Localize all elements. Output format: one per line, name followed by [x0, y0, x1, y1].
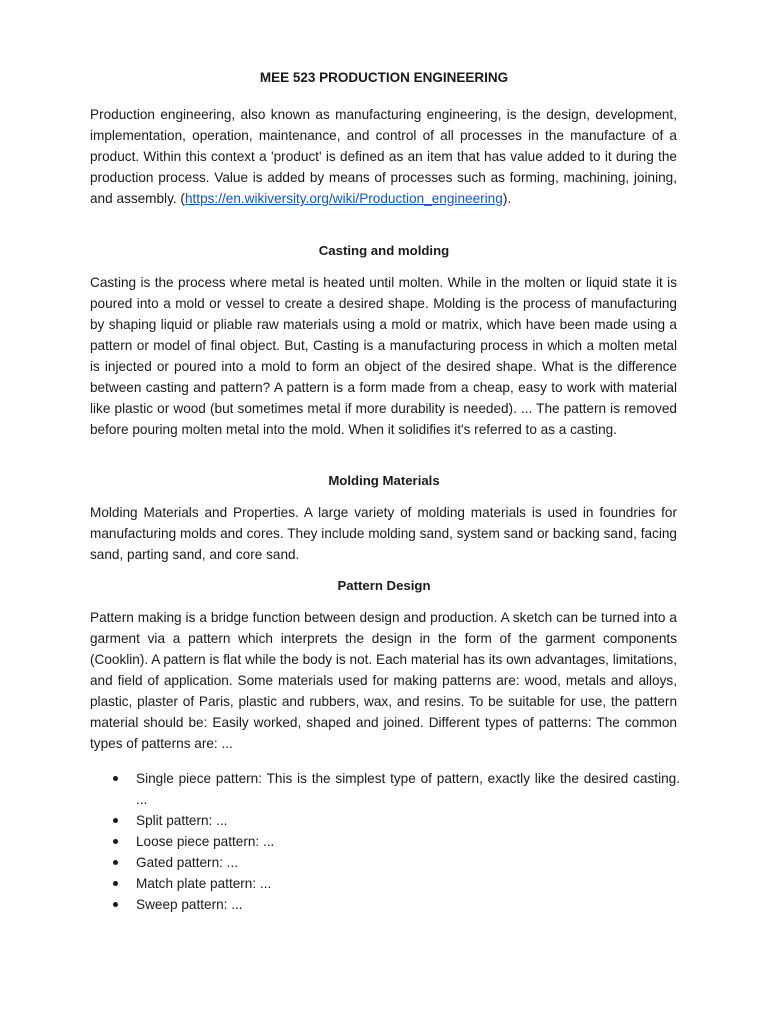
intro-paragraph [90, 104, 677, 209]
intro-suffix: ). [502, 191, 512, 206]
wikiversity-link[interactable]: https://en.wikiversity.org/wiki/Production_engineering [184, 191, 503, 206]
bullet-icon [113, 839, 118, 844]
list-item-text: Single piece pattern: This is the simplest type of pattern, exactly like the desired casting. ... [136, 771, 680, 807]
section-text-casting: Casting is the process where metal is heated until molten. While in the molten or liquid state it is poured into a mold or vessel to create a desired shape. Molding is the process of manufacturing by shaping liquid or pliable raw materials using a mold or matrix, which have been made using a pattern or model of final object. But, Casting is a manufacturing process in which a molten metal is injected or poured into a mold to form an object of the desired shape. What is the difference between casting and pattern? A pattern is a form made from a cheap, easy to work with material like plastic or wood (but sometimes metal if more durability is needed). ... The pattern is removed before pouring molten metal into the mold. When it solidifies it's referred to as a casting. [90, 275, 677, 437]
list-item-text: Split pattern: ... [136, 813, 228, 828]
list-item [90, 810, 680, 831]
section-heading-molding-materials: Molding Materials [328, 473, 440, 488]
section-heading-casting: Casting and molding [318, 243, 450, 258]
bullet-icon [113, 818, 118, 823]
section-text-pattern-design: Pattern making is a bridge function between design and production. A sketch can be turned into a garment via a pattern which interprets the design in the form of the garment components (Cooklin). A pattern is flat while the body is not. Each material has its own advantages, limitations, and field of application. Some materials used for making patterns are: wood, metals and alloys, plastic, plaster of Paris, plastic and rubbers, wax, and resins. To be suitable for use, the pattern material should be: Easily worked, shaped and joined. Different types of patterns: The common types of patterns are: ... [90, 610, 677, 751]
bullet-icon [113, 881, 118, 886]
list-item-text: Match plate pattern: ... [136, 876, 272, 891]
list-item-text: Sweep pattern: ... [136, 897, 243, 912]
list-item-text: Gated pattern: ... [136, 855, 239, 870]
list-item-text: Loose piece pattern: ... [136, 834, 275, 849]
list-item [90, 852, 680, 873]
intro-text: Production engineering, also known as manufacturing engineering, is the design, development, implementation, operation, maintenance, and control of all processes in the manufacture of a product. Within this context a 'product' is defined as an item that has value added to it during the production process. Value is added by means of processes such as forming, machining, joining, and assembly. ( [90, 107, 677, 206]
list-item [90, 894, 680, 915]
bullet-icon [113, 902, 118, 907]
list-item [90, 873, 680, 894]
section-heading-pattern-design: Pattern Design [337, 578, 431, 593]
section-text-molding-materials: Molding Materials and Properties. A large variety of molding materials is used in foundries for manufacturing molds and cores. They include molding sand, system sand or backing sand, facing sand, parting sand, and core sand. [90, 505, 677, 562]
document-title: MEE 523 PRODUCTION ENGINEERING [259, 70, 509, 85]
list-item [90, 831, 680, 852]
list-item [90, 768, 680, 810]
bullet-icon [113, 860, 118, 865]
pattern-types-list [90, 768, 680, 915]
bullet-icon [113, 776, 118, 781]
